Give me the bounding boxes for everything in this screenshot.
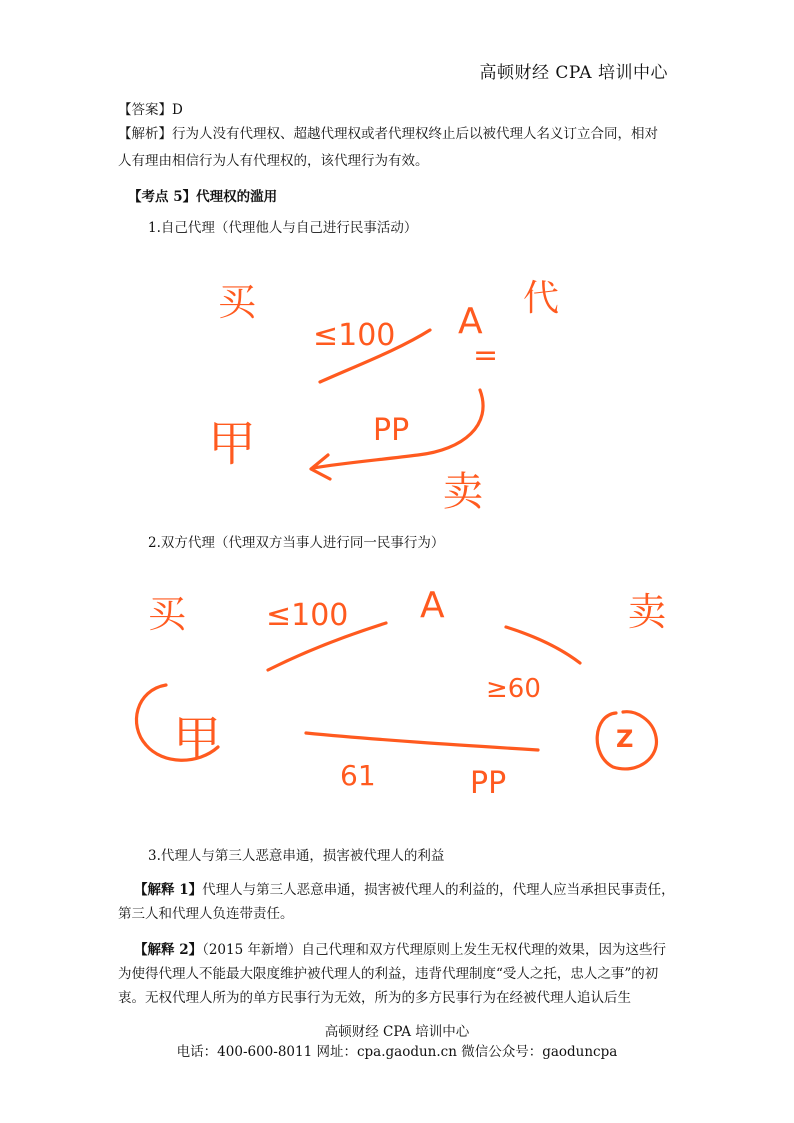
answer-line — [118, 100, 183, 120]
header-title: 高顿财经 CPA 培训中心 — [479, 63, 668, 83]
d2-pp-label: PP — [470, 766, 507, 801]
item-collusion: 3.代理人与第三人恶意串通，损害被代理人的利益 — [148, 848, 445, 864]
explain-1 — [118, 878, 678, 926]
explain-1-label: 【解释 1】 — [134, 882, 203, 898]
section-title: 【考点 5】代理权的滥用 — [128, 189, 278, 205]
d1-pp-label: PP — [373, 413, 410, 448]
d2-min-label: ≥60 — [486, 674, 541, 704]
d2-limit-label: ≤100 — [266, 598, 349, 633]
item-dual-agency: 2.双方代理（代理双方当事人进行同一民事行为） — [148, 535, 445, 551]
d2-sell-label: 卖 — [628, 590, 667, 634]
footer-contact: 电话：400-600-8011 网址：cpa.gaodun.cn 微信公众号：gaoduncpa — [176, 1044, 618, 1060]
analysis-label: 【解析】 — [118, 126, 172, 142]
d2-a-label: A — [420, 585, 445, 626]
explain-2-label: 【解释 2】 — [134, 942, 203, 958]
d2-yi-label: Z — [616, 725, 634, 753]
d1-eq-label: = — [473, 338, 499, 373]
d1-a-label: A — [458, 301, 483, 342]
d2-lower-stroke — [306, 733, 538, 750]
analysis-line-1 — [118, 124, 658, 144]
analysis-text-1: 行为人没有代理权、超越代理权或者代理权终止后以被代理人名义订立合同，相对 — [172, 126, 658, 142]
d1-jia-label: 甲 — [208, 416, 257, 472]
footer-title: 高顿财经 CPA 培训中心 — [324, 1024, 470, 1040]
explain-1-text: 代理人与第三人恶意串通，损害被代理人的利益的，代理人应当承担民事责任，第三人和代理人负连带责任。 — [118, 882, 675, 922]
d2-buy-label: 买 — [148, 592, 187, 636]
d2-upper-right-stroke — [506, 627, 580, 663]
d2-jia-label: 甲 — [173, 711, 222, 767]
answer-label: 【答案】 — [118, 102, 172, 118]
d1-agent-label: 代 — [523, 278, 560, 319]
analysis-line-2: 人有理由相信行为人有代理权的，该代理行为有效。 — [118, 153, 429, 169]
diagram-self-agency — [118, 255, 678, 525]
item-self-agency: 1.自己代理（代理他人与自己进行民事活动） — [148, 220, 418, 236]
explain-2 — [118, 938, 678, 1010]
d2-61-label: 61 — [340, 759, 376, 792]
explain-2-text: （2015 年新增）自己代理和双方代理原则上发生无权代理的效果，因为这些行为使得代理人不能最大限度维护被代理人的利益，违背代理制度“受人之托，忠人之事”的初衷。无权代理人所为的单方民事行为无效，所为的多方民事行为在经被代理人追认后生 — [118, 942, 666, 1006]
d1-buy-label: 买 — [218, 280, 257, 324]
answer-value: D — [172, 102, 183, 118]
diagram-dual-agency — [118, 575, 688, 825]
d1-sell-label: 卖 — [443, 469, 483, 515]
d1-limit-label: ≤100 — [313, 318, 396, 353]
